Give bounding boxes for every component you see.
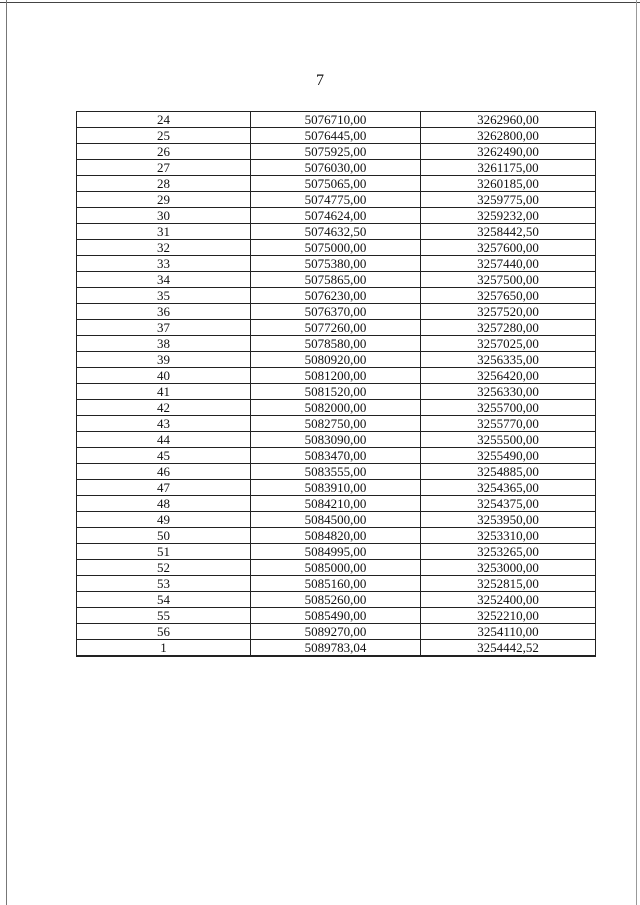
point-number-cell: 44 (77, 432, 251, 448)
y-coordinate-cell: 3253265,00 (421, 544, 596, 560)
y-coordinate-cell: 3254110,00 (421, 624, 596, 640)
x-coordinate-cell: 5074632,50 (251, 224, 421, 240)
point-number-cell: 28 (77, 176, 251, 192)
table-row (77, 624, 596, 640)
point-number-cell: 49 (77, 512, 251, 528)
coordinates-table-body (77, 112, 596, 657)
table-row (77, 496, 596, 512)
point-number-cell: 53 (77, 576, 251, 592)
point-number-cell: 40 (77, 368, 251, 384)
table-row (77, 176, 596, 192)
point-number-cell: 32 (77, 240, 251, 256)
x-coordinate-cell: 5076710,00 (251, 112, 421, 128)
table-row (77, 144, 596, 160)
x-coordinate-cell: 5074624,00 (251, 208, 421, 224)
y-coordinate-cell: 3254365,00 (421, 480, 596, 496)
scan-edge-left (6, 0, 7, 905)
point-number-cell: 33 (77, 256, 251, 272)
y-coordinate-cell: 3257650,00 (421, 288, 596, 304)
table-row (77, 576, 596, 592)
table-row (77, 432, 596, 448)
point-number-cell: 36 (77, 304, 251, 320)
x-coordinate-cell: 5074775,00 (251, 192, 421, 208)
y-coordinate-cell: 3252815,00 (421, 576, 596, 592)
table-row (77, 320, 596, 336)
table-row (77, 480, 596, 496)
x-coordinate-cell: 5083910,00 (251, 480, 421, 496)
x-coordinate-cell: 5084210,00 (251, 496, 421, 512)
y-coordinate-cell: 3257025,00 (421, 336, 596, 352)
y-coordinate-cell: 3262800,00 (421, 128, 596, 144)
point-number-cell: 39 (77, 352, 251, 368)
y-coordinate-cell: 3259232,00 (421, 208, 596, 224)
scan-edge-top (0, 2, 640, 3)
point-number-cell: 31 (77, 224, 251, 240)
x-coordinate-cell: 5081520,00 (251, 384, 421, 400)
table-row (77, 560, 596, 576)
y-coordinate-cell: 3262490,00 (421, 144, 596, 160)
point-number-cell: 48 (77, 496, 251, 512)
x-coordinate-cell: 5083555,00 (251, 464, 421, 480)
x-coordinate-cell: 5085160,00 (251, 576, 421, 592)
table-row (77, 512, 596, 528)
x-coordinate-cell: 5084820,00 (251, 528, 421, 544)
table-row (77, 416, 596, 432)
y-coordinate-cell: 3254885,00 (421, 464, 596, 480)
x-coordinate-cell: 5075000,00 (251, 240, 421, 256)
point-number-cell: 37 (77, 320, 251, 336)
page-number: 7 (316, 72, 324, 89)
y-coordinate-cell: 3254442,52 (421, 640, 596, 657)
x-coordinate-cell: 5083090,00 (251, 432, 421, 448)
table-row (77, 368, 596, 384)
table-row (77, 224, 596, 240)
table-row (77, 544, 596, 560)
table-row (77, 464, 596, 480)
point-number-cell: 35 (77, 288, 251, 304)
table-row (77, 192, 596, 208)
point-number-cell: 24 (77, 112, 251, 128)
x-coordinate-cell: 5081200,00 (251, 368, 421, 384)
y-coordinate-cell: 3253950,00 (421, 512, 596, 528)
table-row (77, 640, 596, 657)
x-coordinate-cell: 5083470,00 (251, 448, 421, 464)
table-row (77, 128, 596, 144)
x-coordinate-cell: 5075925,00 (251, 144, 421, 160)
y-coordinate-cell: 3257600,00 (421, 240, 596, 256)
x-coordinate-cell: 5080920,00 (251, 352, 421, 368)
x-coordinate-cell: 5089270,00 (251, 624, 421, 640)
y-coordinate-cell: 3255770,00 (421, 416, 596, 432)
x-coordinate-cell: 5076230,00 (251, 288, 421, 304)
y-coordinate-cell: 3257280,00 (421, 320, 596, 336)
table-row (77, 240, 596, 256)
point-number-cell: 51 (77, 544, 251, 560)
table-row (77, 528, 596, 544)
y-coordinate-cell: 3255700,00 (421, 400, 596, 416)
table-row (77, 304, 596, 320)
y-coordinate-cell: 3256335,00 (421, 352, 596, 368)
x-coordinate-cell: 5076445,00 (251, 128, 421, 144)
x-coordinate-cell: 5082750,00 (251, 416, 421, 432)
y-coordinate-cell: 3260185,00 (421, 176, 596, 192)
table-row (77, 160, 596, 176)
point-number-cell: 55 (77, 608, 251, 624)
table-row (77, 112, 596, 128)
table-row (77, 608, 596, 624)
x-coordinate-cell: 5085490,00 (251, 608, 421, 624)
x-coordinate-cell: 5075380,00 (251, 256, 421, 272)
point-number-cell: 45 (77, 448, 251, 464)
x-coordinate-cell: 5077260,00 (251, 320, 421, 336)
table-row (77, 256, 596, 272)
table-row (77, 352, 596, 368)
x-coordinate-cell: 5076030,00 (251, 160, 421, 176)
point-number-cell: 34 (77, 272, 251, 288)
point-number-cell: 52 (77, 560, 251, 576)
y-coordinate-cell: 3259775,00 (421, 192, 596, 208)
x-coordinate-cell: 5075865,00 (251, 272, 421, 288)
x-coordinate-cell: 5082000,00 (251, 400, 421, 416)
y-coordinate-cell: 3256330,00 (421, 384, 596, 400)
y-coordinate-cell: 3257440,00 (421, 256, 596, 272)
point-number-cell: 42 (77, 400, 251, 416)
point-number-cell: 56 (77, 624, 251, 640)
coordinates-table (76, 111, 596, 657)
y-coordinate-cell: 3262960,00 (421, 112, 596, 128)
point-number-cell: 27 (77, 160, 251, 176)
point-number-cell: 29 (77, 192, 251, 208)
point-number-cell: 38 (77, 336, 251, 352)
table-row (77, 592, 596, 608)
point-number-cell: 47 (77, 480, 251, 496)
table-row (77, 288, 596, 304)
table-row (77, 384, 596, 400)
x-coordinate-cell: 5076370,00 (251, 304, 421, 320)
y-coordinate-cell: 3252400,00 (421, 592, 596, 608)
point-number-cell: 30 (77, 208, 251, 224)
y-coordinate-cell: 3257520,00 (421, 304, 596, 320)
x-coordinate-cell: 5085260,00 (251, 592, 421, 608)
y-coordinate-cell: 3256420,00 (421, 368, 596, 384)
x-coordinate-cell: 5078580,00 (251, 336, 421, 352)
point-number-cell: 54 (77, 592, 251, 608)
point-number-cell: 43 (77, 416, 251, 432)
point-number-cell: 26 (77, 144, 251, 160)
y-coordinate-cell: 3261175,00 (421, 160, 596, 176)
point-number-cell: 25 (77, 128, 251, 144)
x-coordinate-cell: 5084995,00 (251, 544, 421, 560)
point-number-cell: 1 (77, 640, 251, 657)
x-coordinate-cell: 5089783,04 (251, 640, 421, 657)
table-row (77, 448, 596, 464)
y-coordinate-cell: 3253000,00 (421, 560, 596, 576)
point-number-cell: 46 (77, 464, 251, 480)
y-coordinate-cell: 3254375,00 (421, 496, 596, 512)
table-row (77, 208, 596, 224)
x-coordinate-cell: 5075065,00 (251, 176, 421, 192)
scan-edge-right (636, 0, 637, 905)
table-row (77, 336, 596, 352)
table-row (77, 400, 596, 416)
y-coordinate-cell: 3257500,00 (421, 272, 596, 288)
y-coordinate-cell: 3252210,00 (421, 608, 596, 624)
y-coordinate-cell: 3258442,50 (421, 224, 596, 240)
y-coordinate-cell: 3253310,00 (421, 528, 596, 544)
x-coordinate-cell: 5084500,00 (251, 512, 421, 528)
point-number-cell: 50 (77, 528, 251, 544)
y-coordinate-cell: 3255490,00 (421, 448, 596, 464)
table-row (77, 272, 596, 288)
point-number-cell: 41 (77, 384, 251, 400)
y-coordinate-cell: 3255500,00 (421, 432, 596, 448)
x-coordinate-cell: 5085000,00 (251, 560, 421, 576)
